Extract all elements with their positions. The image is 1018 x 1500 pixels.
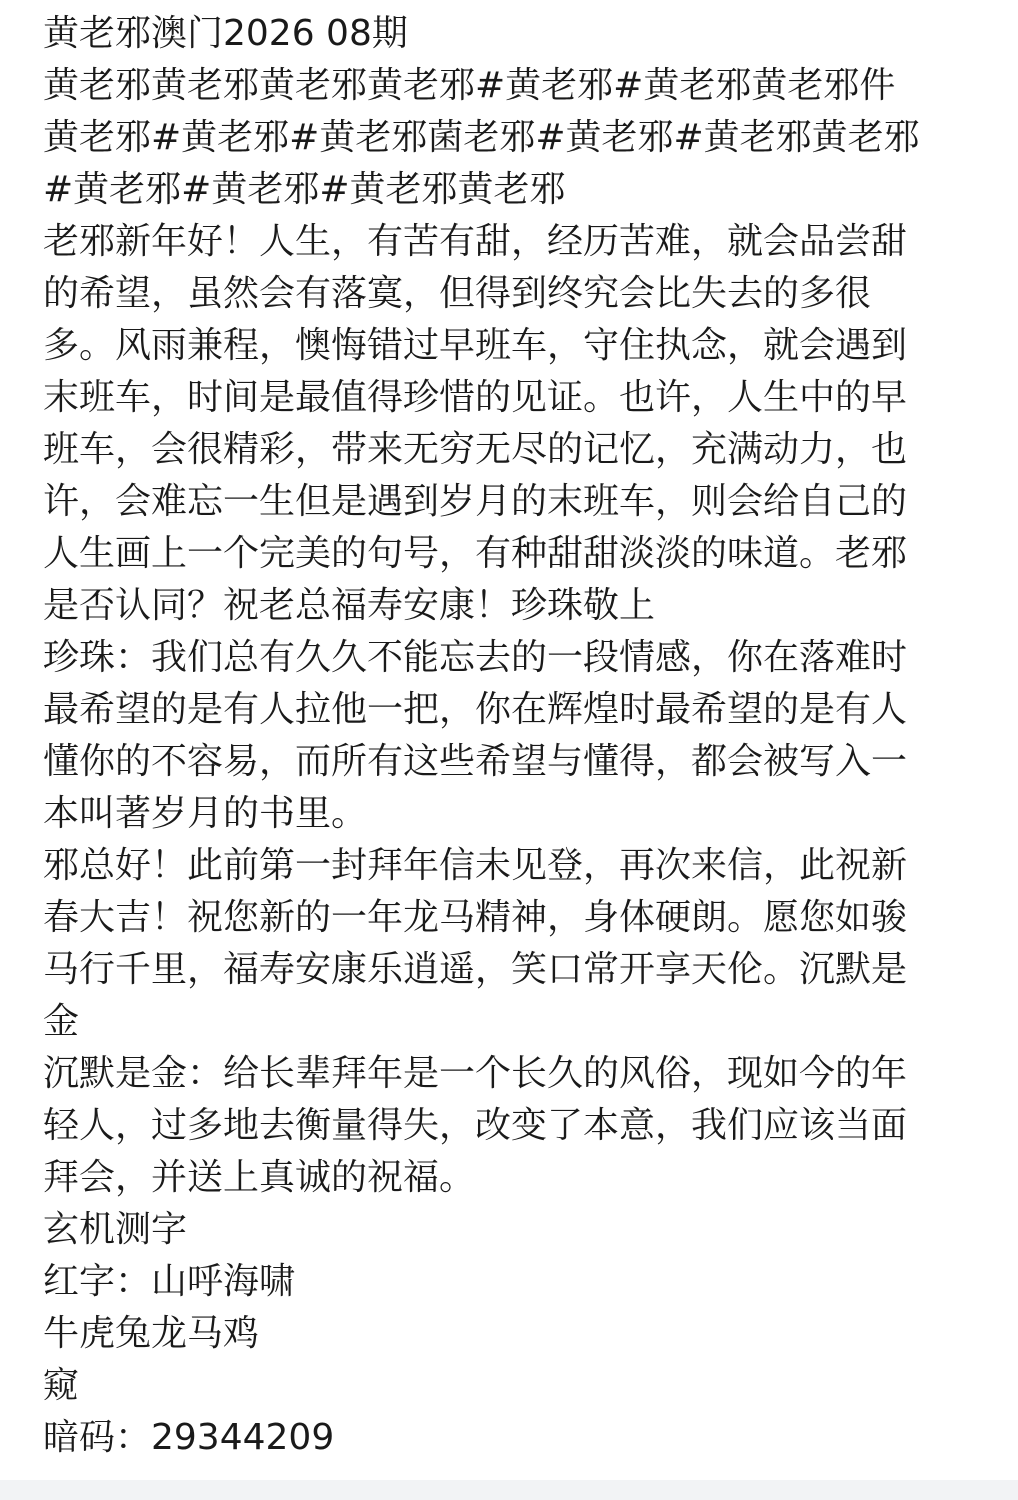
letter-line: 末班车，时间是最值得珍惜的见证。也许，人生中的早: [43, 377, 908, 418]
letter-line: 马行千里，福寿安康乐逍遥，笑口常开享天伦。沉默是: [43, 949, 908, 990]
document-text: [43, 8, 988, 1464]
letter-line: 邪总好！此前第一封拜年信未见登，再次来信，此祝新: [43, 845, 908, 886]
red-word-line: 红字：山呼海啸: [43, 1261, 296, 1302]
letter-line: 多。风雨兼程，懊悔错过早班车，守住执念，就会遇到: [43, 325, 908, 366]
letter-line: 的希望，虽然会有落寞，但得到终究会比失去的多很: [43, 273, 872, 314]
reply-line: 沉默是金：给长辈拜年是一个长久的风俗，现如今的年: [43, 1053, 908, 1094]
bottom-bar: [0, 1480, 1018, 1500]
letter-line: 人生画上一个完美的句号，有种甜甜淡淡的味道。老邪: [43, 533, 908, 574]
letter-line: 班车，会很精彩，带来无穷无尽的记忆，充满动力，也: [43, 429, 908, 470]
letter-line: 是否认同？祝老总福寿安康！珍珠敬上: [43, 585, 656, 626]
hashtag-line: 黄老邪黄老邪黄老邪黄老邪#黄老邪#黄老邪黄老邪件: [43, 65, 896, 106]
reply-line: 珍珠：我们总有久久不能忘去的一段情感，你在落难时: [43, 637, 908, 678]
letter-line: 许，会难忘一生但是遇到岁月的末班车，则会给自己的: [43, 481, 908, 522]
letter-line: 老邪新年好！人生，有苦有甜，经历苦难，就会品尝甜: [43, 221, 908, 262]
zodiac-line: 牛虎兔龙马鸡: [43, 1313, 260, 1354]
reply-line: 轻人，过多地去衡量得失，改变了本意，我们应该当面: [43, 1105, 908, 1146]
reply-line: 本叫著岁月的书里。: [43, 793, 368, 834]
hashtag-line: 黄老邪#黄老邪#黄老邪菌老邪#黄老邪#黄老邪黄老邪: [43, 117, 920, 158]
section-heading: 玄机测字: [43, 1209, 188, 1250]
single-char-line: 窥: [43, 1365, 80, 1406]
code-line: 暗码：29344209: [43, 1417, 335, 1458]
reply-line: 最希望的是有人拉他一把，你在辉煌时最希望的是有人: [43, 689, 908, 730]
letter-line: 春大吉！祝您新的一年龙马精神，身体硬朗。愿您如骏: [43, 897, 908, 938]
reply-line: 懂你的不容易，而所有这些希望与懂得，都会被写入一: [43, 741, 908, 782]
hashtag-line: #黄老邪#黄老邪#黄老邪黄老邪: [43, 169, 566, 210]
letter-line: 金: [43, 1001, 80, 1042]
title-line: 黄老邪澳门2026 08期: [43, 13, 408, 54]
reply-line: 拜会，并送上真诚的祝福。: [43, 1157, 476, 1198]
